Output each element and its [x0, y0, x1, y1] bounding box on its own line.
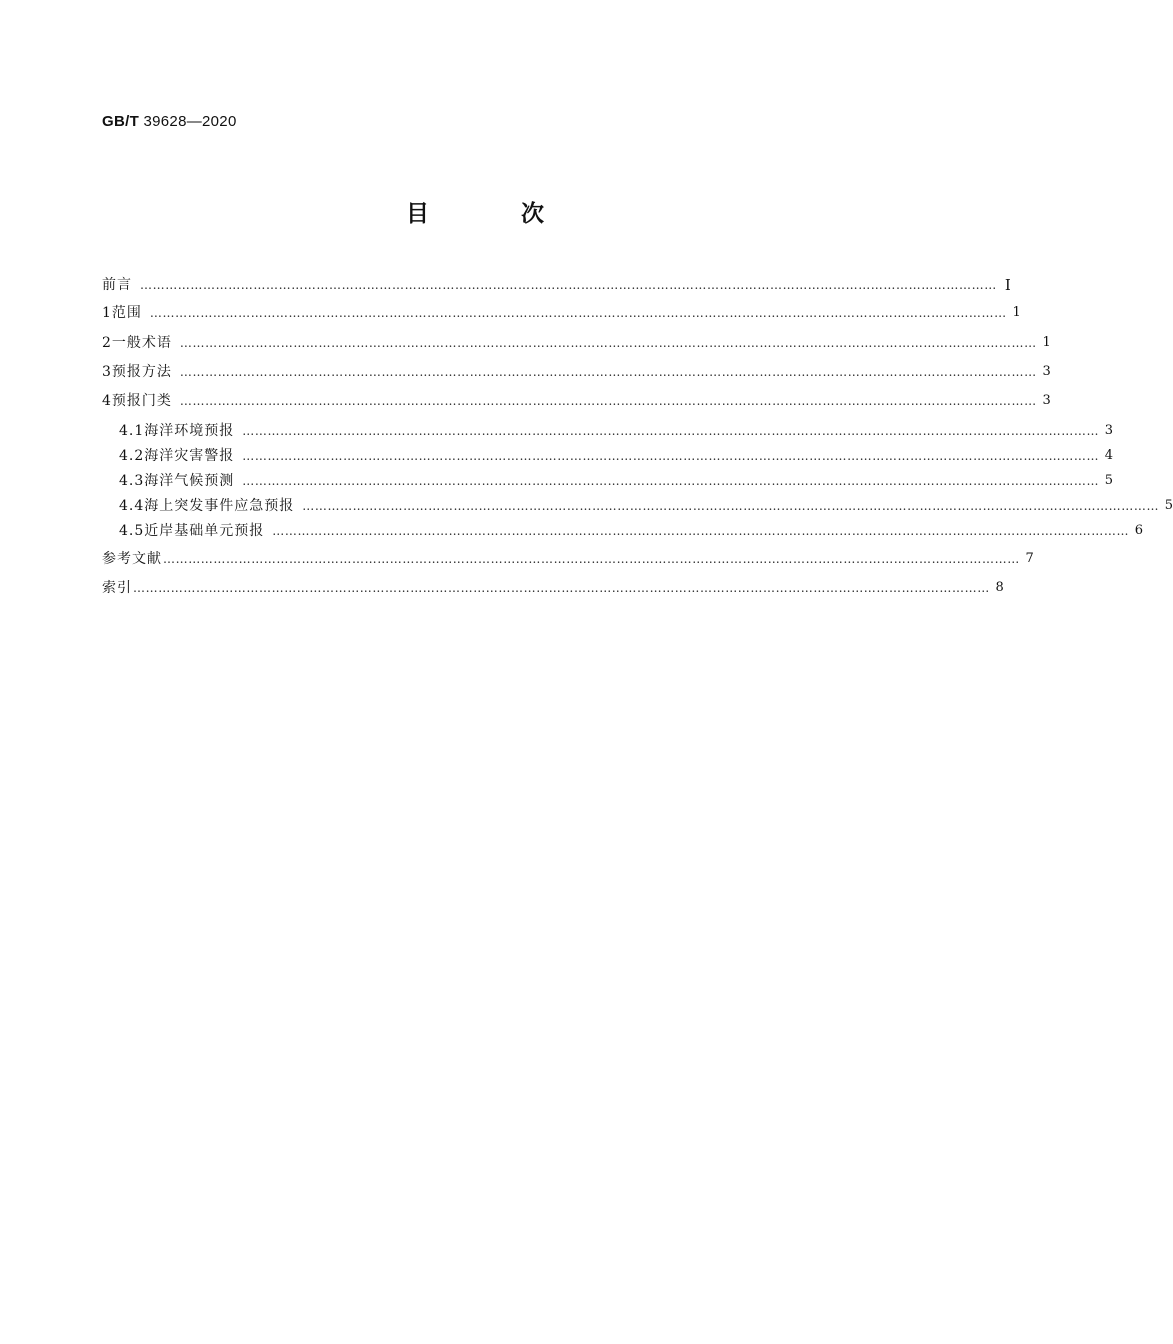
- toc-entry-label: 参考文献: [102, 551, 162, 567]
- toc-entry-index[interactable]: [102, 577, 1004, 599]
- toc-entry-leader: ……………………………………………………………………………………………………………………………………………………………………………………: [242, 424, 1100, 438]
- toc-entry-label: 一般术语: [111, 335, 172, 351]
- toc-entry-forecast-methods[interactable]: [102, 361, 1051, 383]
- toc-entry-page: 1: [1012, 305, 1021, 320]
- toc-entry-page: 7: [1025, 551, 1034, 566]
- toc-entry-label: 海洋气候预测: [144, 473, 235, 489]
- toc-entry-label: 海洋环境预报: [144, 423, 235, 439]
- toc-entry-leader: ……………………………………………………………………………………………………………………………………………………………………………………: [140, 278, 997, 292]
- toc-entry-marine-disaster-warning[interactable]: [119, 445, 1114, 467]
- toc-entry-leader: ……………………………………………………………………………………………………………………………………………………………………………………: [163, 552, 1020, 566]
- toc-entry-leader: ……………………………………………………………………………………………………………………………………………………………………………………: [133, 581, 990, 595]
- standard-number: 39628—2020: [143, 113, 237, 130]
- toc-entry-scope[interactable]: [102, 302, 1021, 324]
- toc-entry-forecast-categories[interactable]: [102, 390, 1051, 412]
- toc-entry-page: 6: [1134, 523, 1144, 538]
- toc-entry-emergency-forecast[interactable]: [119, 495, 1173, 517]
- toc-entry-nearshore-unit[interactable]: [119, 520, 1144, 542]
- toc-entry-leader: ……………………………………………………………………………………………………………………………………………………………………………………: [272, 524, 1130, 538]
- toc-entry-leader: ……………………………………………………………………………………………………………………………………………………………………………………: [179, 365, 1037, 379]
- toc-entry-number: 4.2: [119, 448, 145, 464]
- toc-entry-page: 3: [1104, 423, 1114, 438]
- toc-entry-page: 8: [995, 580, 1004, 595]
- toc-entry-marine-environment[interactable]: [119, 420, 1114, 442]
- toc-entry-leader: ……………………………………………………………………………………………………………………………………………………………………………………: [302, 499, 1160, 513]
- toc-entry-leader: ……………………………………………………………………………………………………………………………………………………………………………………: [179, 394, 1037, 408]
- toc-entry-number: 1: [102, 305, 112, 321]
- toc-entry-leader: ……………………………………………………………………………………………………………………………………………………………………………………: [149, 306, 1007, 320]
- standard-prefix: GB/T: [102, 113, 140, 130]
- toc-entry-page: 4: [1104, 448, 1114, 463]
- toc-entry-marine-climate[interactable]: [119, 470, 1114, 492]
- toc-entry-page: 3: [1042, 393, 1051, 408]
- toc-entry-page: 5: [1104, 473, 1114, 488]
- toc-entry-label: 近岸基础单元预报: [144, 523, 265, 539]
- toc-entry-label: 海洋灾害警报: [144, 448, 235, 464]
- toc-entry-leader: ……………………………………………………………………………………………………………………………………………………………………………………: [242, 449, 1100, 463]
- toc-entry-label: 预报门类: [111, 393, 172, 409]
- toc-entry-leader: ……………………………………………………………………………………………………………………………………………………………………………………: [179, 336, 1037, 350]
- toc-entry-label: 前言: [102, 277, 132, 293]
- toc-title: 目 次: [405, 201, 586, 227]
- toc-entry-number: 4.1: [119, 423, 145, 439]
- toc-entry-page: 1: [1042, 335, 1051, 350]
- toc-entry-page: 3: [1042, 364, 1051, 379]
- toc-entry-general-terms[interactable]: [102, 332, 1051, 354]
- toc-entry-bibliography[interactable]: [102, 548, 1034, 570]
- toc-entry-label: 海上突发事件应急预报: [144, 498, 295, 514]
- toc-entry-foreword[interactable]: [102, 274, 1011, 296]
- toc-entry-page: 5: [1164, 498, 1173, 513]
- toc-entry-leader: ……………………………………………………………………………………………………………………………………………………………………………………: [242, 474, 1100, 488]
- toc-entry-number: 2: [102, 335, 112, 351]
- toc-entry-number: 4.4: [119, 498, 145, 514]
- toc-entry-page: Ⅰ: [1004, 276, 1011, 294]
- toc-entry-number: 3: [102, 364, 112, 380]
- toc-entry-label: 范围: [111, 305, 142, 321]
- toc-entry-number: 4.3: [119, 473, 145, 489]
- toc-entry-number: 4.5: [119, 523, 145, 539]
- toc-entry-label: 索引: [102, 580, 132, 596]
- standard-code: [102, 113, 237, 130]
- toc-entry-label: 预报方法: [111, 364, 172, 380]
- toc-entry-number: 4: [102, 393, 112, 409]
